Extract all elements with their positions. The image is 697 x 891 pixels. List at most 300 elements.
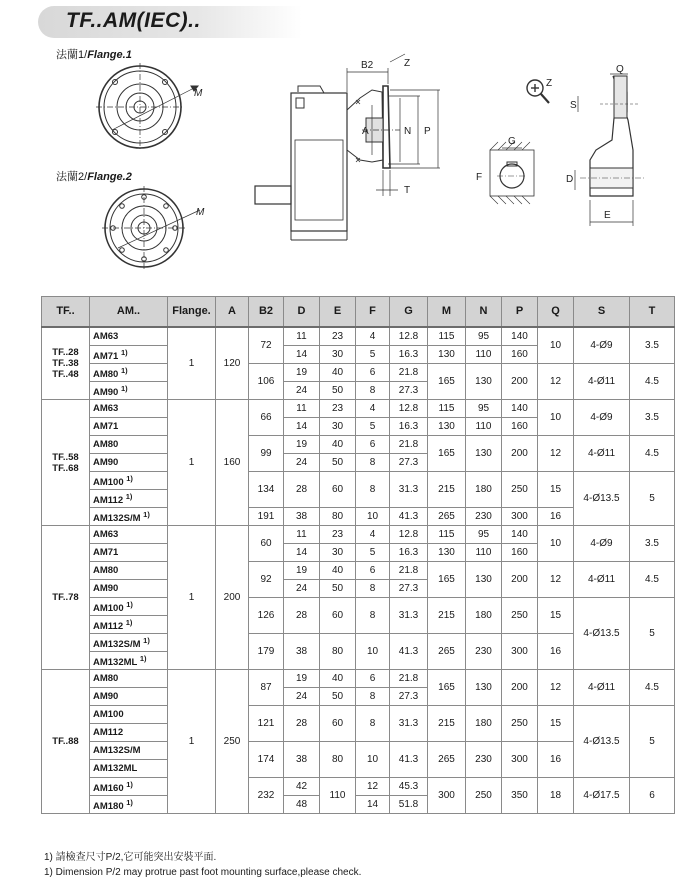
dim-f-cell: 10 <box>356 508 390 526</box>
dim-n-cell: 250 <box>466 778 502 814</box>
dim-t-cell: 3.5 <box>630 400 675 436</box>
dim-g-cell: 12.8 <box>390 526 428 544</box>
motor-adapter-name: AM100 <box>93 477 124 489</box>
dim-e-cell: 60 <box>320 472 356 508</box>
table-row <box>42 562 675 580</box>
motor-adapter-name: AM112 <box>93 621 124 633</box>
footnote-marker: 1) <box>125 491 133 501</box>
dim-e-cell: 40 <box>320 562 356 580</box>
motor-adapter-cell <box>90 382 168 400</box>
flange2-label-en: Flange.2 <box>87 171 132 183</box>
motor-adapter-name: AM132S/M <box>93 745 141 756</box>
dim-p-cell: 140 <box>502 526 538 544</box>
motor-adapter-name: AM100 <box>93 709 124 720</box>
motor-adapter-name: AM112 <box>93 495 124 507</box>
dim-p-cell: 160 <box>502 418 538 436</box>
dim-d-cell: 14 <box>284 346 320 364</box>
col-header: N <box>466 297 502 328</box>
footnote-en: 1) Dimension P/2 may protrue past foot mounting surface,please check. <box>44 867 362 878</box>
dim-d-cell: 38 <box>284 508 320 526</box>
dim-b2-cell: 126 <box>249 598 284 634</box>
footnote-marker: 1) <box>120 365 128 375</box>
dim-t-cell: 4.5 <box>630 562 675 598</box>
motor-adapter-cell <box>90 346 168 364</box>
dim-label-S: S <box>570 100 577 111</box>
dim-n-cell: 110 <box>466 544 502 562</box>
dim-f-cell: 4 <box>356 327 390 346</box>
dim-s-cell: 4-Ø13.5 <box>574 706 630 778</box>
motor-adapter-cell <box>90 418 168 436</box>
motor-adapter-name: AM71 <box>93 547 119 558</box>
dim-label-T: T <box>404 185 411 196</box>
motor-adapter-cell <box>90 400 168 418</box>
dim-g-cell: 31.3 <box>390 706 428 742</box>
dim-g-cell: 21.8 <box>390 670 428 688</box>
shaft-section-view <box>490 142 534 204</box>
dim-b2-cell: 106 <box>249 364 284 400</box>
dim-a-cell: 200 <box>216 526 249 670</box>
footnote-marker: 1) <box>143 509 150 519</box>
dim-g-cell: 21.8 <box>390 364 428 382</box>
dim-label-Q: Q <box>616 64 624 75</box>
motor-adapter-name: AM80 <box>93 439 119 450</box>
motor-adapter-cell <box>90 724 168 742</box>
motor-adapter-cell <box>90 706 168 724</box>
dim-m-cell: 130 <box>428 544 466 562</box>
dim-f-cell: 6 <box>356 436 390 454</box>
flange-section-view <box>575 74 645 226</box>
dim-m-cell: 165 <box>428 670 466 706</box>
col-header: P <box>502 297 538 328</box>
dim-n-cell: 180 <box>466 598 502 634</box>
dim-n-cell: 95 <box>466 526 502 544</box>
dim-p-cell: 160 <box>502 544 538 562</box>
dim-b2-cell: 87 <box>249 670 284 706</box>
dim-g-cell: 12.8 <box>390 400 428 418</box>
motor-adapter-cell <box>90 760 168 778</box>
motor-adapter-cell <box>90 544 168 562</box>
dim-m-cell: 265 <box>428 742 466 778</box>
dim-d-cell: 38 <box>284 742 320 778</box>
dim-m-cell: 115 <box>428 400 466 418</box>
dim-e-cell: 30 <box>320 346 356 364</box>
table-row <box>42 706 675 724</box>
dim-q-cell: 15 <box>538 598 574 634</box>
table-row <box>42 526 675 544</box>
dim-m-cell: 115 <box>428 526 466 544</box>
dim-m-cell: 215 <box>428 598 466 634</box>
motor-adapter-cell <box>90 436 168 454</box>
dim-m-cell: 130 <box>428 418 466 436</box>
table-row <box>42 472 675 490</box>
dim-label-M2: M <box>196 207 205 218</box>
dim-q-cell: 12 <box>538 436 574 472</box>
dim-q-cell: 10 <box>538 526 574 562</box>
dim-b2-cell: 60 <box>249 526 284 562</box>
dim-t-cell: 4.5 <box>630 364 675 400</box>
dim-g-cell: 27.3 <box>390 580 428 598</box>
dim-n-cell: 230 <box>466 508 502 526</box>
dim-a-cell: 120 <box>216 327 249 400</box>
dim-t-cell: 5 <box>630 706 675 778</box>
dim-n-cell: 230 <box>466 742 502 778</box>
dim-n-cell: 130 <box>466 670 502 706</box>
dim-d-cell: 24 <box>284 454 320 472</box>
dim-e-cell: 50 <box>320 382 356 400</box>
dim-e-cell: 40 <box>320 364 356 382</box>
flange1-label-en: Flange.1 <box>87 49 132 61</box>
dim-d-cell: 42 <box>284 778 320 796</box>
motor-adapter-cell <box>90 688 168 706</box>
footnote-marker: 1) <box>143 635 150 645</box>
dim-n-cell: 110 <box>466 418 502 436</box>
motor-adapter-name: AM63 <box>93 529 119 540</box>
motor-adapter-name: AM80 <box>93 673 119 684</box>
dim-s-cell: 4-Ø17.5 <box>574 778 630 814</box>
motor-adapter-name: AM80 <box>93 369 119 381</box>
dim-q-cell: 18 <box>538 778 574 814</box>
dim-d-cell: 19 <box>284 670 320 688</box>
flange-cell: 1 <box>168 400 216 526</box>
col-header: B2 <box>249 297 284 328</box>
dim-label-M1: M <box>194 88 203 99</box>
footnote-marker: 1) <box>120 347 128 357</box>
motor-adapter-name: AM71 <box>93 351 119 363</box>
dim-d-cell: 28 <box>284 598 320 634</box>
col-header: G <box>390 297 428 328</box>
table-row <box>42 364 675 382</box>
dim-e-cell: 40 <box>320 670 356 688</box>
dim-s-cell: 4-Ø11 <box>574 364 630 400</box>
motor-adapter-cell <box>90 634 168 652</box>
dim-label-G: G <box>508 136 516 147</box>
col-header: AM.. <box>90 297 168 328</box>
dim-s-cell: 4-Ø9 <box>574 400 630 436</box>
motor-adapter-cell <box>90 508 168 526</box>
col-header: S <box>574 297 630 328</box>
dim-f-cell: 10 <box>356 742 390 778</box>
flange1-front-view <box>96 63 198 151</box>
dim-d-cell: 11 <box>284 327 320 346</box>
dim-f-cell: 8 <box>356 598 390 634</box>
dim-s-cell: 4-Ø11 <box>574 436 630 472</box>
dim-e-cell: 80 <box>320 508 356 526</box>
dim-f-cell: 8 <box>356 706 390 742</box>
dim-d-cell: 14 <box>284 544 320 562</box>
motor-adapter-name: AM160 <box>93 783 124 795</box>
dim-b2-cell: 179 <box>249 634 284 670</box>
dim-e-cell: 50 <box>320 454 356 472</box>
dim-a-cell: 250 <box>216 670 249 814</box>
dim-label-N: N <box>404 126 412 137</box>
flange-cell: 1 <box>168 327 216 400</box>
motor-adapter-name: AM90 <box>93 457 119 468</box>
dim-p-cell: 200 <box>502 670 538 706</box>
dim-m-cell: 215 <box>428 472 466 508</box>
dim-s-cell: 4-Ø9 <box>574 327 630 364</box>
dim-t-cell: 4.5 <box>630 670 675 706</box>
table-row <box>42 778 675 796</box>
col-header: T <box>630 297 675 328</box>
footnote-marker: 1) <box>126 473 133 483</box>
dim-t-cell: 6 <box>630 778 675 814</box>
dim-b2-cell: 92 <box>249 562 284 598</box>
flange1-label-cn: 法蘭1/ <box>56 49 88 61</box>
dim-s-cell: 4-Ø11 <box>574 562 630 598</box>
dim-p-cell: 300 <box>502 742 538 778</box>
dim-e-cell: 80 <box>320 634 356 670</box>
dim-e-cell: 23 <box>320 327 356 346</box>
dim-d-cell: 48 <box>284 796 320 814</box>
table-row <box>42 670 675 688</box>
motor-adapter-name: AM90 <box>93 387 119 399</box>
motor-adapter-name: AM90 <box>93 583 119 594</box>
dim-t-cell: 3.5 <box>630 327 675 364</box>
dim-f-cell: 4 <box>356 526 390 544</box>
dim-f-cell: 12 <box>356 778 390 796</box>
dim-n-cell: 180 <box>466 472 502 508</box>
footnote-marker: 1) <box>120 383 128 393</box>
table-header-row <box>42 297 675 328</box>
dim-d-cell: 38 <box>284 634 320 670</box>
dim-g-cell: 45.3 <box>390 778 428 796</box>
gear-size-cell: TF..28 TF..38 TF..48 <box>42 327 90 400</box>
motor-adapter-cell <box>90 616 168 634</box>
dim-p-cell: 200 <box>502 364 538 400</box>
footnote-marker: 1) <box>139 653 147 663</box>
dim-g-cell: 16.3 <box>390 346 428 364</box>
col-header: M <box>428 297 466 328</box>
dim-label-B2: B2 <box>361 60 374 71</box>
footnote-marker: 1) <box>126 797 133 807</box>
table-row <box>42 400 675 418</box>
dim-t-cell: 3.5 <box>630 526 675 562</box>
footnote-cn: 1) 請檢查尺寸P/2,它可能突出安裝平面. <box>44 852 217 863</box>
motor-adapter-name: AM132ML <box>93 657 138 669</box>
dim-label-F: F <box>476 172 483 183</box>
dim-p-cell: 300 <box>502 634 538 670</box>
dim-label-Z: Z <box>404 58 411 69</box>
dim-f-cell: 8 <box>356 472 390 508</box>
dimension-lines <box>347 54 440 196</box>
dim-e-cell: 60 <box>320 598 356 634</box>
motor-adapter-cell <box>90 652 168 670</box>
dim-d-cell: 24 <box>284 382 320 400</box>
dim-f-cell: 8 <box>356 382 390 400</box>
motor-adapter-name: AM100 <box>93 603 124 615</box>
motor-adapter-cell <box>90 454 168 472</box>
dim-m-cell: 165 <box>428 436 466 472</box>
dim-q-cell: 10 <box>538 400 574 436</box>
dim-e-cell: 23 <box>320 400 356 418</box>
dim-q-cell: 12 <box>538 364 574 400</box>
dim-n-cell: 95 <box>466 400 502 418</box>
dim-d-cell: 19 <box>284 562 320 580</box>
spec-table <box>41 296 675 814</box>
dim-label-D: D <box>566 174 574 185</box>
dim-f-cell: 5 <box>356 544 390 562</box>
gear-size-cell: TF..78 <box>42 526 90 670</box>
dim-t-cell: 4.5 <box>630 436 675 472</box>
gear-size-cell: TF..58 TF..68 <box>42 400 90 526</box>
col-header: A <box>216 297 249 328</box>
dim-a-cell: 160 <box>216 400 249 526</box>
dim-q-cell: 16 <box>538 508 574 526</box>
motor-adapter-name: AM132S/M <box>93 639 141 651</box>
dim-d-cell: 11 <box>284 526 320 544</box>
dim-t-cell: 5 <box>630 598 675 670</box>
motor-adapter-name: AM132S/M <box>93 513 141 525</box>
motor-adapter-name: AM90 <box>93 691 119 702</box>
dim-b2-cell: 232 <box>249 778 284 814</box>
dim-n-cell: 130 <box>466 364 502 400</box>
dim-b2-cell: 174 <box>249 742 284 778</box>
dim-label-Zview: Z <box>546 78 553 89</box>
table-row <box>42 436 675 454</box>
dim-g-cell: 31.3 <box>390 598 428 634</box>
motor-adapter-cell <box>90 796 168 814</box>
motor-adapter-cell <box>90 598 168 616</box>
dim-q-cell: 15 <box>538 472 574 508</box>
dim-n-cell: 130 <box>466 562 502 598</box>
dim-p-cell: 250 <box>502 706 538 742</box>
dim-t-cell: 5 <box>630 472 675 526</box>
dim-f-cell: 5 <box>356 346 390 364</box>
dim-s-cell: 4-Ø11 <box>574 670 630 706</box>
dim-p-cell: 350 <box>502 778 538 814</box>
col-header: F <box>356 297 390 328</box>
dim-m-cell: 115 <box>428 327 466 346</box>
col-header: Flange. <box>168 297 216 328</box>
dim-d-cell: 19 <box>284 436 320 454</box>
dim-g-cell: 27.3 <box>390 688 428 706</box>
dim-d-cell: 24 <box>284 580 320 598</box>
dim-n-cell: 95 <box>466 327 502 346</box>
dim-q-cell: 15 <box>538 706 574 742</box>
col-header: E <box>320 297 356 328</box>
dim-g-cell: 41.3 <box>390 742 428 778</box>
table-row <box>42 598 675 616</box>
dim-f-cell: 8 <box>356 688 390 706</box>
dim-p-cell: 250 <box>502 598 538 634</box>
dim-e-cell: 60 <box>320 706 356 742</box>
dim-s-cell: 4-Ø13.5 <box>574 472 630 526</box>
dim-n-cell: 180 <box>466 706 502 742</box>
dim-e-cell: 23 <box>320 526 356 544</box>
dim-f-cell: 6 <box>356 364 390 382</box>
dim-m-cell: 265 <box>428 508 466 526</box>
dim-b2-cell: 66 <box>249 400 284 436</box>
dim-p-cell: 200 <box>502 436 538 472</box>
table-row <box>42 327 675 346</box>
dim-f-cell: 10 <box>356 634 390 670</box>
dim-g-cell: 21.8 <box>390 562 428 580</box>
dim-q-cell: 10 <box>538 327 574 364</box>
dim-g-cell: 27.3 <box>390 382 428 400</box>
motor-adapter-name: AM63 <box>93 403 119 414</box>
motor-adapter-name: AM132ML <box>93 763 138 774</box>
dim-f-cell: 5 <box>356 418 390 436</box>
dim-d-cell: 28 <box>284 472 320 508</box>
dim-g-cell: 51.8 <box>390 796 428 814</box>
dim-p-cell: 300 <box>502 508 538 526</box>
dim-p-cell: 200 <box>502 562 538 598</box>
dim-p-cell: 160 <box>502 346 538 364</box>
footnote-marker: 1) <box>126 599 133 609</box>
dim-p-cell: 140 <box>502 400 538 418</box>
dim-g-cell: 31.3 <box>390 472 428 508</box>
page-title: TF..AM(IEC).. <box>66 9 201 32</box>
motor-adapter-name: AM112 <box>93 727 124 738</box>
dim-e-cell: 110 <box>320 778 356 814</box>
motor-adapter-cell <box>90 472 168 490</box>
dim-f-cell: 4 <box>356 400 390 418</box>
dim-m-cell: 265 <box>428 634 466 670</box>
dim-b2-cell: 99 <box>249 436 284 472</box>
dim-e-cell: 30 <box>320 544 356 562</box>
dim-e-cell: 80 <box>320 742 356 778</box>
dim-label-P: P <box>424 126 431 137</box>
motor-adapter-cell <box>90 526 168 544</box>
motor-adapter-cell <box>90 778 168 796</box>
dim-s-cell: 4-Ø9 <box>574 526 630 562</box>
motor-adapter-name: AM180 <box>93 801 124 813</box>
dim-g-cell: 41.3 <box>390 508 428 526</box>
dim-b2-cell: 121 <box>249 706 284 742</box>
motor-adapter-cell <box>90 562 168 580</box>
col-header: TF.. <box>42 297 90 328</box>
dim-m-cell: 130 <box>428 346 466 364</box>
dim-n-cell: 110 <box>466 346 502 364</box>
dim-d-cell: 24 <box>284 688 320 706</box>
flange-cell: 1 <box>168 526 216 670</box>
gear-size-cell: TF..88 <box>42 670 90 814</box>
technical-drawing <box>0 0 697 290</box>
dim-g-cell: 21.8 <box>390 436 428 454</box>
dim-n-cell: 230 <box>466 634 502 670</box>
dim-s-cell: 4-Ø13.5 <box>574 598 630 670</box>
motor-adapter-cell <box>90 742 168 760</box>
footnote-marker: 1) <box>126 779 133 789</box>
dim-g-cell: 41.3 <box>390 634 428 670</box>
dim-f-cell: 6 <box>356 670 390 688</box>
dim-e-cell: 50 <box>320 580 356 598</box>
dim-f-cell: 8 <box>356 454 390 472</box>
dim-n-cell: 130 <box>466 436 502 472</box>
dim-g-cell: 16.3 <box>390 418 428 436</box>
dim-m-cell: 165 <box>428 562 466 598</box>
motor-adapter-cell <box>90 580 168 598</box>
dim-f-cell: 8 <box>356 580 390 598</box>
motor-adapter-cell <box>90 364 168 382</box>
dim-m-cell: 165 <box>428 364 466 400</box>
dim-f-cell: 6 <box>356 562 390 580</box>
motor-adapter-name: AM63 <box>93 331 119 342</box>
motor-adapter-name: AM80 <box>93 565 119 576</box>
dim-p-cell: 140 <box>502 327 538 346</box>
motor-adapter-cell <box>90 327 168 346</box>
dim-q-cell: 12 <box>538 670 574 706</box>
dim-d-cell: 14 <box>284 418 320 436</box>
dim-b2-cell: 72 <box>249 327 284 364</box>
dim-e-cell: 40 <box>320 436 356 454</box>
dim-e-cell: 30 <box>320 418 356 436</box>
dim-d-cell: 19 <box>284 364 320 382</box>
flange2-front-view <box>102 186 200 270</box>
gearbox-side-view <box>255 86 400 240</box>
dim-b2-cell: 134 <box>249 472 284 508</box>
dim-q-cell: 16 <box>538 634 574 670</box>
